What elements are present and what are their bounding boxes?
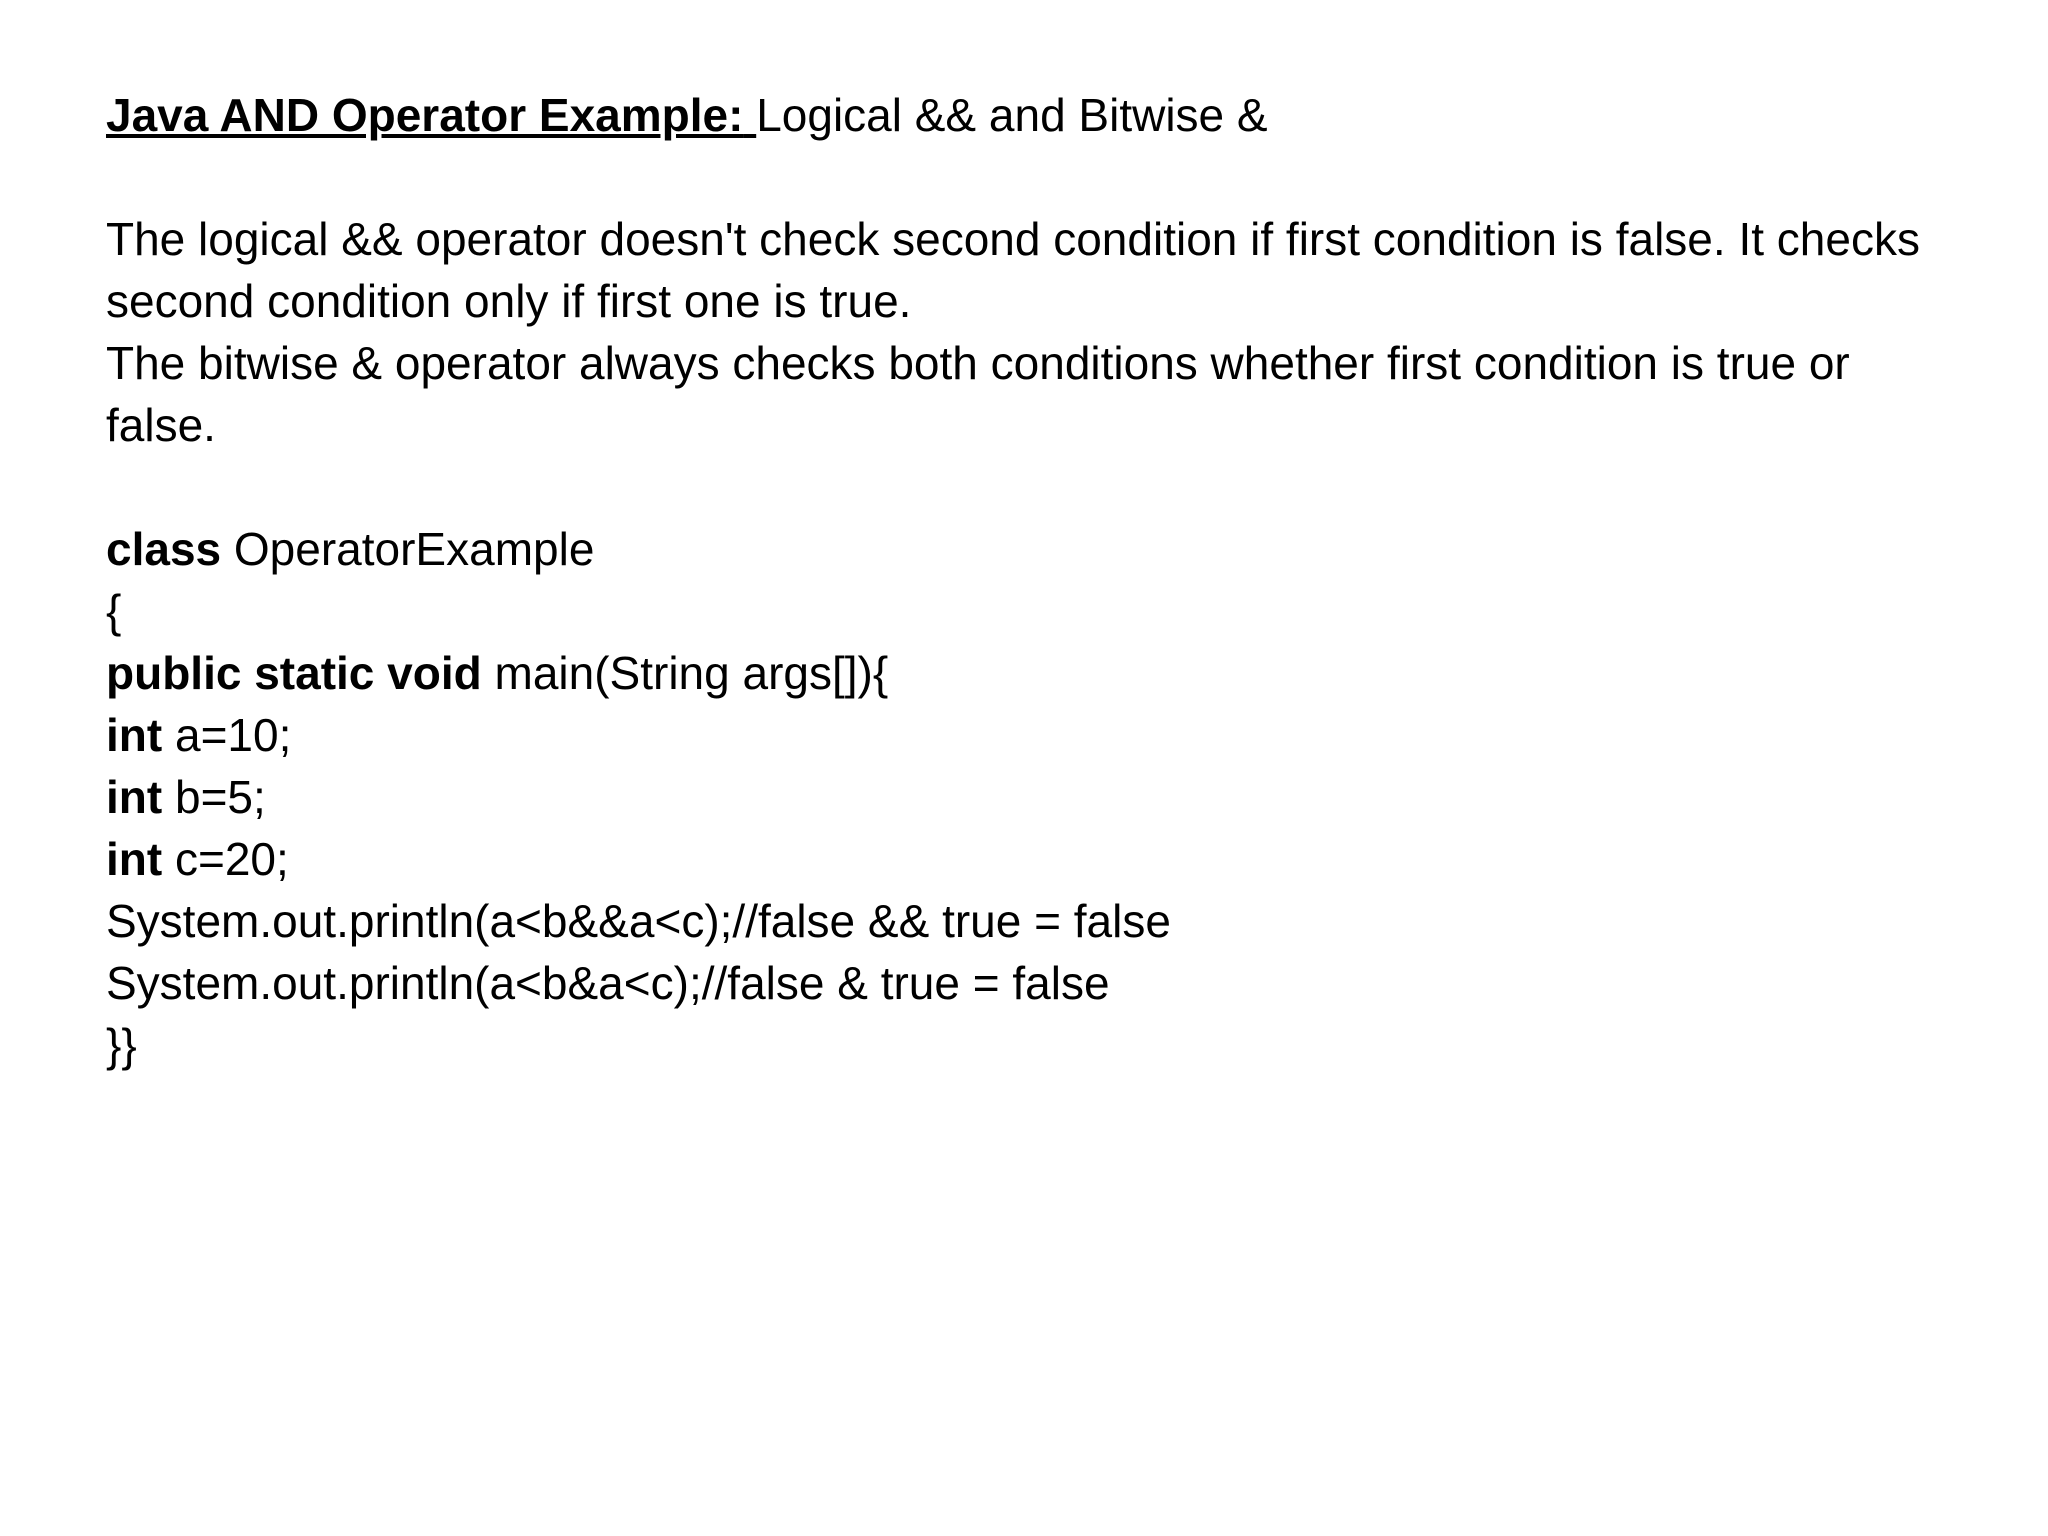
slide-title	[106, 84, 1986, 146]
slide-content	[106, 84, 1986, 1076]
code-open-brace: {	[106, 585, 122, 637]
code-decl-a	[106, 704, 1986, 766]
code-main-line	[106, 642, 1986, 704]
code-keyword: public static void	[106, 647, 482, 699]
code-main-signature: main(String args[]){	[494, 647, 889, 699]
code-keyword: int	[106, 771, 163, 823]
title-gap	[743, 89, 756, 141]
paragraph-logical: The logical && operator doesn't check second condition if first condition is false. It checks second condition only if first one is true.	[106, 213, 1920, 327]
code-print-logical: System.out.println(a<b&&a<c);//false && true = false	[106, 895, 1171, 947]
code-decl-c	[106, 828, 1986, 890]
code-class-line	[106, 518, 1986, 580]
spacer	[106, 456, 1986, 518]
code-decl-b-value: b=5;	[174, 771, 266, 823]
code-decl-c-value: c=20;	[174, 833, 289, 885]
code-keyword: int	[106, 709, 163, 761]
code-decl-a-value: a=10;	[174, 709, 292, 761]
code-decl-b	[106, 766, 1986, 828]
code-close-braces: }}	[106, 1019, 137, 1071]
code-print-bitwise: System.out.println(a<b&a<c);//false & true = false	[106, 957, 1110, 1009]
spacer	[106, 146, 1986, 208]
title-bold-part: Java AND Operator Example:	[106, 89, 744, 141]
title-rest-part: Logical && and Bitwise &	[756, 89, 1268, 141]
code-keyword: int	[106, 833, 163, 885]
code-class-name: OperatorExample	[233, 523, 595, 575]
code-keyword: class	[106, 523, 222, 575]
paragraph-bitwise: The bitwise & operator always checks both conditions whether first condition is true or false.	[106, 337, 1850, 451]
